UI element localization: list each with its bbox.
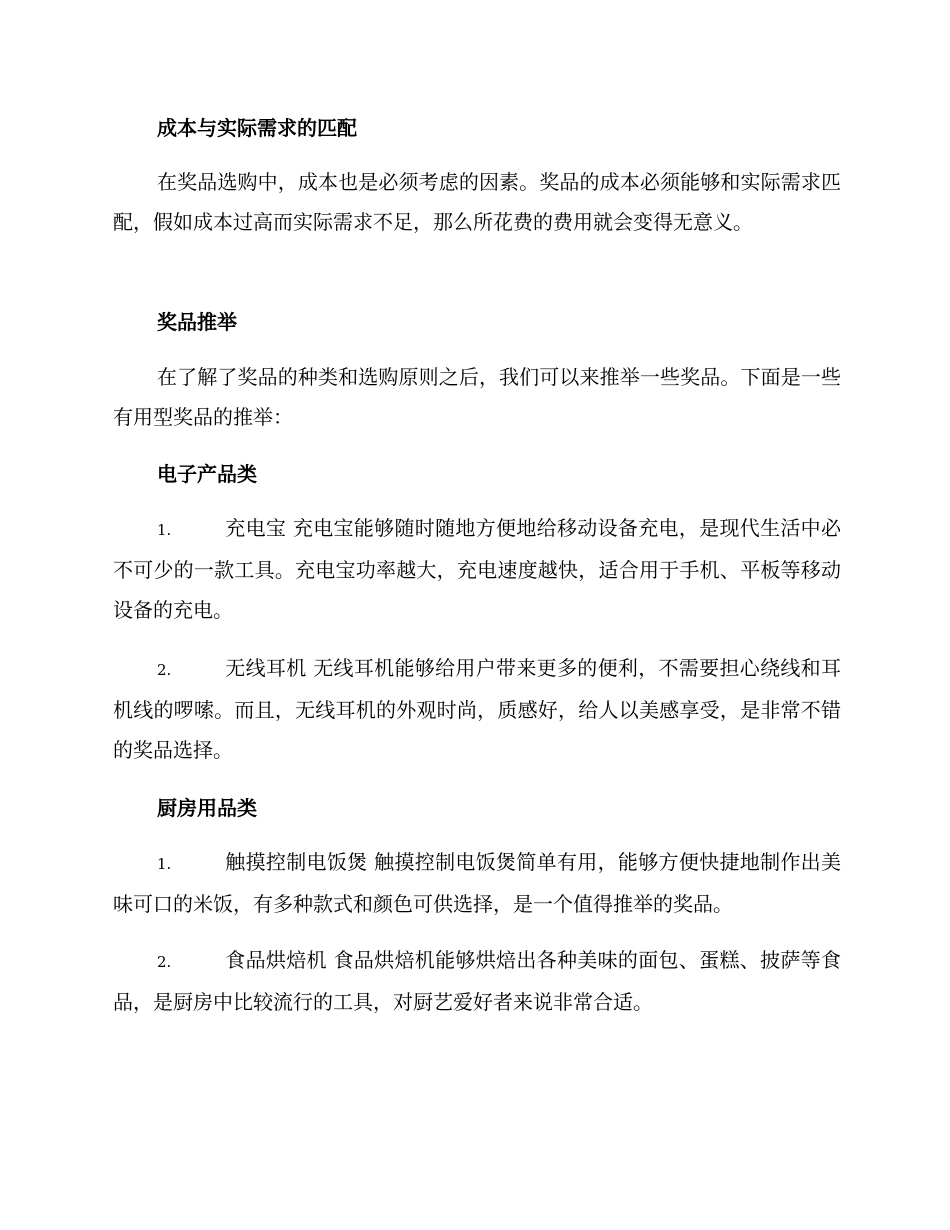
list-item-kitchen-2 <box>113 940 841 1022</box>
section-paragraph-recommend: 在了解了奖品的种类和选购原则之后，我们可以来推举一些奖品。下面是一些有用型奖品的推举： <box>113 365 841 429</box>
list-item-electronics-2 <box>113 648 841 770</box>
section-heading-cost: 成本与实际需求的匹配 <box>157 116 357 140</box>
list-item-number: 1. <box>157 855 172 873</box>
list-item-text: 食品烘焙机 食品烘焙机能够烘焙出各种美味的面包、蛋糕、披萨等食品，是厨房中比较流行的工具，对厨艺爱好者来说非常合适。 <box>113 948 841 1014</box>
list-item-kitchen-1 <box>113 842 841 924</box>
list-item-text: 触摸控制电饭煲 触摸控制电饭煲简单有用，能够方便快捷地制作出美味可口的米饭，有多种款式和颜色可供选择，是一个值得推举的奖品。 <box>113 850 841 916</box>
list-item-number: 2. <box>157 953 172 971</box>
section-heading-kitchen: 厨房用品类 <box>157 796 257 820</box>
list-item-text: 充电宝 充电宝能够随时随地方便地给移动设备充电，是现代生活中必不可少的一款工具。充电宝功率越大，充电速度越快，适合用于手机、平板等移动设备的充电。 <box>113 516 841 622</box>
section-heading-electronics: 电子产品类 <box>157 462 257 486</box>
list-item-text: 无线耳机 无线耳机能够给用户带来更多的便利，不需要担心绕线和耳机线的啰嗦。而且，无线耳机的外观时尚，质感好，给人以美感享受，是非常不错的奖品选择。 <box>113 656 841 762</box>
list-item-number: 2. <box>157 661 172 679</box>
section-heading-recommend: 奖品推举 <box>157 310 237 334</box>
list-item-number: 1. <box>157 521 172 539</box>
section-paragraph-cost: 在奖品选购中，成本也是必须考虑的因素。奖品的成本必须能够和实际需求匹配，假如成本过高而实际需求不足，那么所花费的费用就会变得无意义。 <box>113 170 841 234</box>
list-item-electronics-1 <box>113 508 841 630</box>
